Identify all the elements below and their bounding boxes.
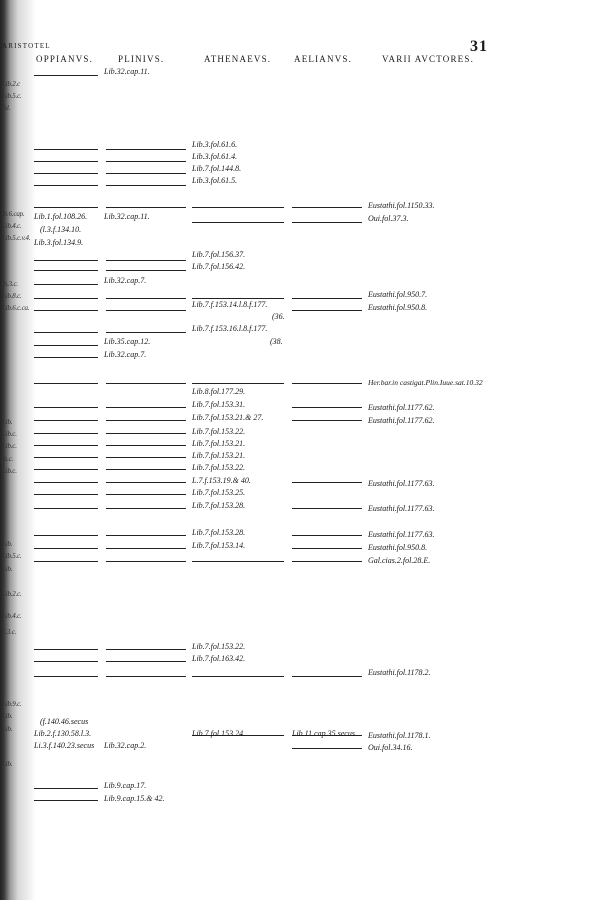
- table-rule: [34, 298, 98, 299]
- table-rule: [34, 185, 98, 186]
- table-rule: [34, 482, 98, 483]
- spine-fragment: Lib.8.c.: [2, 292, 22, 300]
- aelianus-entry: Lib.11.cap.35.secus: [292, 729, 355, 738]
- varii-entry: Eustathi.fol.1178.2.: [368, 668, 431, 677]
- varii-entry: Eustathi.fol.1150.33.: [368, 201, 435, 210]
- table-rule: [192, 383, 284, 384]
- table-rule: [106, 332, 186, 333]
- varii-entry: Eustathi.fol.1177.63.: [368, 530, 435, 539]
- table-rule: [106, 310, 186, 311]
- header-athenaeus: ATHENAEVS.: [204, 54, 272, 64]
- athenaeus-entry: Lib.7.f.153.16.l.8.f.177.: [192, 324, 268, 333]
- spine-fragment: Lib.5.c.v.4.: [2, 234, 31, 242]
- table-rule: [292, 548, 362, 549]
- table-rule: [106, 676, 186, 677]
- table-rule: [34, 800, 98, 801]
- athenaeus-entry: Lib.7.fol.153.22.: [192, 642, 246, 651]
- table-rule: [34, 561, 98, 562]
- page-number: 31: [470, 38, 488, 55]
- table-rule: [292, 676, 362, 677]
- spine-fragment: fol.: [2, 104, 11, 112]
- table-rule: [34, 310, 98, 311]
- spine-fragment: Lib.: [2, 565, 13, 573]
- table-rule: [192, 207, 284, 208]
- varii-entry: Oui.fol.37.3.: [368, 214, 409, 223]
- oppianus-entry: Li.3.f.140.23.secus: [34, 741, 95, 750]
- varii-entry: Eustathi.fol.950.7.: [368, 290, 428, 299]
- spine-fragment: Lib.2.c.: [2, 590, 22, 598]
- table-rule: [34, 508, 98, 509]
- athenaeus-entry: Lib.3.fol.61.5.: [192, 176, 238, 185]
- spine-fragment: Lib.4.c.: [2, 222, 22, 230]
- spine-fragment: ib.6.cap.: [2, 210, 25, 218]
- varii-entry: Gal.cias.2.fol.28.E.: [368, 556, 431, 565]
- varii-entry: Eustathi.fol.950.8.: [368, 303, 428, 312]
- table-rule: [34, 433, 98, 434]
- spine-fragment: 1.3.c.: [2, 628, 17, 636]
- spine-fragment: Lib.5.c.: [2, 92, 22, 100]
- table-rule: [34, 270, 98, 271]
- table-rule: [34, 173, 98, 174]
- oppianus-entry: Lib.2.f.130.58.l.3.: [34, 729, 92, 738]
- athenaeus-entry: Lib.7.fol.153.28.: [192, 501, 246, 510]
- varii-entry: Eustathi.fol.1177.63.: [368, 479, 435, 488]
- table-rule: [106, 173, 186, 174]
- table-rule: [292, 407, 362, 408]
- table-rule: [34, 469, 98, 470]
- table-rule: [34, 661, 98, 662]
- table-rule: [34, 649, 98, 650]
- varii-entry: Eustathi.fol.1177.63.: [368, 504, 435, 513]
- table-rule: [34, 149, 98, 150]
- plinius-entry: Lib.9.cap.15.& 42.: [104, 794, 165, 803]
- athenaeus-entry: Lib.7.f.153.14.l.8.f.177.: [192, 300, 268, 309]
- table-rule: [192, 298, 284, 299]
- spine-fragment: Lib.2.c: [2, 80, 21, 88]
- table-rule: [292, 508, 362, 509]
- spine-fragment: Lib.: [2, 540, 13, 548]
- header-aelianus: AELIANVS.: [294, 54, 353, 64]
- table-rule: [106, 433, 186, 434]
- table-rule: [34, 535, 98, 536]
- table-rule: [192, 222, 284, 223]
- table-rule: [292, 222, 362, 223]
- header-aristoteles: ARISTOTEL: [2, 42, 51, 50]
- table-rule: [292, 310, 362, 311]
- table-rule: [34, 357, 98, 358]
- table-rule: [292, 482, 362, 483]
- table-rule: [192, 676, 284, 677]
- athenaeus-entry: Lib.7.fol.153.14.: [192, 541, 246, 550]
- athenaeus-entry: Lib.7.fol.153.24.: [192, 729, 246, 738]
- table-rule: [292, 535, 362, 536]
- table-rule: [292, 561, 362, 562]
- athenaeus-entry: Lib.7.fol.153.22.: [192, 463, 246, 472]
- athenaeus-entry: Lib.7.fol.153.21.: [192, 439, 246, 448]
- plinius-entry: Lib.32.cap.2.: [104, 741, 147, 750]
- table-rule: [34, 445, 98, 446]
- header-plinius: PLINIVS.: [118, 54, 165, 64]
- table-rule: [106, 383, 186, 384]
- table-rule: [106, 149, 186, 150]
- table-rule: [34, 345, 98, 346]
- table-rule: [106, 494, 186, 495]
- table-rule: [106, 482, 186, 483]
- table-rule: [292, 748, 362, 749]
- table-rule: [34, 788, 98, 789]
- plinius-entry: Lib.32.cap.11.: [104, 212, 150, 221]
- spine-fragment: Lib.c.: [2, 442, 17, 450]
- table-rule: [106, 161, 186, 162]
- athenaeus-entry: Lib.8.fol.177.29.: [192, 387, 246, 396]
- varii-entry: Eustathi.fol.1178.1.: [368, 731, 431, 740]
- table-rule: [106, 207, 186, 208]
- table-rule: [106, 469, 186, 470]
- athenaeus-entry: Lib.7.fol.153.21.: [192, 451, 246, 460]
- table-rule: [292, 383, 362, 384]
- athenaeus-entry-continuation: (38.: [270, 337, 283, 346]
- oppianus-entry: Lib.1.fol.108.26.: [34, 212, 88, 221]
- table-rule: [292, 207, 362, 208]
- varii-entry: Oui.fol.34.16.: [368, 743, 413, 752]
- table-rule: [34, 284, 98, 285]
- spine-fragment: Lib.4.c.: [2, 612, 22, 620]
- table-rule: [106, 260, 186, 261]
- table-rule: [106, 420, 186, 421]
- table-rule: [106, 535, 186, 536]
- spine-fragment: Lib.6.c.ca.: [2, 304, 30, 312]
- table-rule: [34, 161, 98, 162]
- athenaeus-entry: Lib.7.fol.153.28.: [192, 528, 246, 537]
- table-rule: [106, 298, 186, 299]
- table-rule: [34, 494, 98, 495]
- spine-fragment: ib.c.: [2, 455, 14, 463]
- table-rule: [106, 508, 186, 509]
- plinius-entry: Lib.32.cap.11.: [104, 67, 150, 76]
- table-rule: [34, 548, 98, 549]
- header-varii-auctores: VARII AVCTORES.: [382, 54, 475, 64]
- oppianus-entry: Lib.3.fol.134.9.: [34, 238, 84, 247]
- athenaeus-entry: Lib.7.fol.144.8.: [192, 164, 242, 173]
- athenaeus-entry-continuation: (36.: [272, 312, 285, 321]
- varii-entry: Eustathi.fol.1177.62.: [368, 416, 435, 425]
- athenaeus-entry: Lib.7.fol.153.25.: [192, 488, 246, 497]
- spine-fragment: Lib.: [2, 725, 13, 733]
- athenaeus-entry: Lib.7.fol.156.42.: [192, 262, 246, 271]
- spine-fragment: Lib.c.: [2, 467, 17, 475]
- table-rule: [34, 407, 98, 408]
- spine-fragment: Lib.: [2, 760, 13, 768]
- table-rule: [34, 332, 98, 333]
- athenaeus-entry: Lib.3.fol.61.6.: [192, 140, 238, 149]
- spine-fragment: Lib.c.: [2, 430, 17, 438]
- table-rule: [106, 561, 186, 562]
- spine-fragment: Lib.5.c.: [2, 552, 22, 560]
- table-rule: [292, 298, 362, 299]
- table-rule: [106, 649, 186, 650]
- table-rule: [34, 383, 98, 384]
- header-oppianus: OPPIANVS.: [36, 54, 94, 64]
- athenaeus-entry: Lib.7.fol.156.37.: [192, 250, 246, 259]
- table-rule: [106, 407, 186, 408]
- table-rule: [106, 185, 186, 186]
- table-rule: [106, 548, 186, 549]
- athenaeus-entry: L.7.f.153.19.& 40.: [192, 476, 251, 485]
- varii-entry: Eustathi.fol.950.8.: [368, 543, 428, 552]
- oppianus-entry: (l.3.f.134.10.: [40, 225, 82, 234]
- table-rule: [34, 207, 98, 208]
- spine-fragment: ib.3.c.: [2, 280, 18, 288]
- table-rule: [106, 661, 186, 662]
- athenaeus-entry: Lib.7.fol.153.21.& 27.: [192, 413, 264, 422]
- table-rule: [106, 270, 186, 271]
- athenaeus-entry: Lib.7.fol.153.22.: [192, 427, 246, 436]
- plinius-entry: Lib.32.cap.7.: [104, 350, 147, 359]
- table-rule: [106, 457, 186, 458]
- oppianus-entry: (f.140.46.secus: [40, 717, 89, 726]
- athenaeus-entry: Lib.7.fol.153.31.: [192, 400, 246, 409]
- table-rule: [34, 457, 98, 458]
- table-rule: [34, 676, 98, 677]
- varii-entry: Eustathi.fol.1177.62.: [368, 403, 435, 412]
- spine-fragment: Lib.: [2, 712, 13, 720]
- varii-entry: Her.bar.in castigat.Plin.Iuue.sat.10.32: [368, 378, 483, 387]
- plinius-entry: Lib.35.cap.12.: [104, 337, 151, 346]
- athenaeus-entry: Lib.3.fol.61.4.: [192, 152, 238, 161]
- plinius-entry: Lib.32.cap.7.: [104, 276, 147, 285]
- table-rule: [192, 561, 284, 562]
- table-rule: [34, 260, 98, 261]
- table-rule: [34, 420, 98, 421]
- table-rule: [106, 445, 186, 446]
- table-rule: [292, 420, 362, 421]
- spine-fragment: Lib.9.c.: [2, 700, 22, 708]
- plinius-entry: Lib.9.cap.17.: [104, 781, 147, 790]
- table-rule: [34, 75, 98, 76]
- athenaeus-entry: Lib.7.fol.163.42.: [192, 654, 246, 663]
- spine-fragment: Lib.: [2, 418, 13, 426]
